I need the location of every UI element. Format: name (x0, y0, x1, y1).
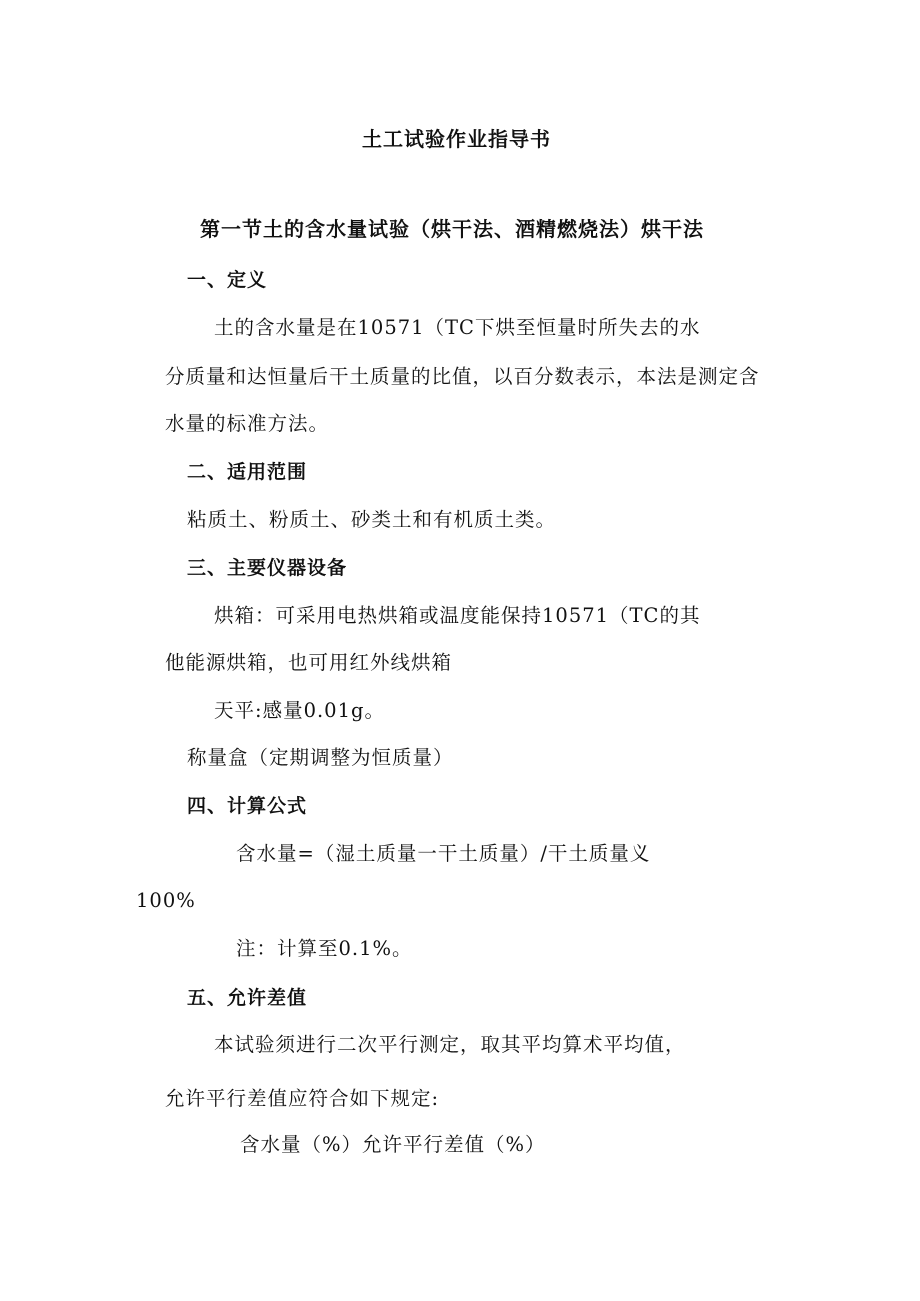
definition-line-1: 土的含水量是在10571（TC下烘至恒量时所失去的水 (214, 316, 701, 339)
formula-line-2: 100% (136, 889, 196, 912)
tolerance-line-1: 本试验须进行二次平行测定，取其平均算术平均值， (214, 1033, 686, 1056)
scope-line-1: 粘质土、粉质土、砂类土和有机质土类。 (187, 508, 557, 531)
definition-line-2: 分质量和达恒量后干土质量的比值，以百分数表示，本法是测定含 (165, 365, 760, 388)
heading-tolerance: 五、允许差值 (187, 987, 308, 1009)
equipment-line-3: 天平:感量0.01g。 (214, 699, 385, 722)
heading-formula: 四、计算公式 (187, 795, 308, 817)
document-title: 土工试验作业指导书 (362, 127, 551, 151)
heading-definition: 一、定义 (187, 269, 268, 291)
heading-equipment: 三、主要仪器设备 (187, 557, 348, 579)
tolerance-line-2: 允许平行差值应符合如下规定: (165, 1087, 440, 1110)
formula-note: 注：计算至0.1%。 (236, 937, 413, 960)
equipment-line-1: 烘箱：可采用电热烘箱或温度能保持10571（TC的其 (214, 604, 701, 627)
heading-scope: 二、适用范围 (187, 461, 308, 483)
section-title: 第一节土的含水量试验（烘干法、酒精燃烧法）烘干法 (200, 217, 704, 241)
tolerance-table-header: 含水量（%）允许平行差值（%） (240, 1133, 546, 1156)
equipment-line-2: 他能源烘箱，也可用红外线烘箱 (165, 651, 453, 674)
definition-line-3: 水量的标准方法。 (165, 412, 330, 435)
equipment-line-4: 称量盒（定期调整为恒质量） (187, 746, 454, 769)
formula-line-1: 含水量=（湿土质量一干土质量）/干土质量义 (236, 842, 651, 865)
